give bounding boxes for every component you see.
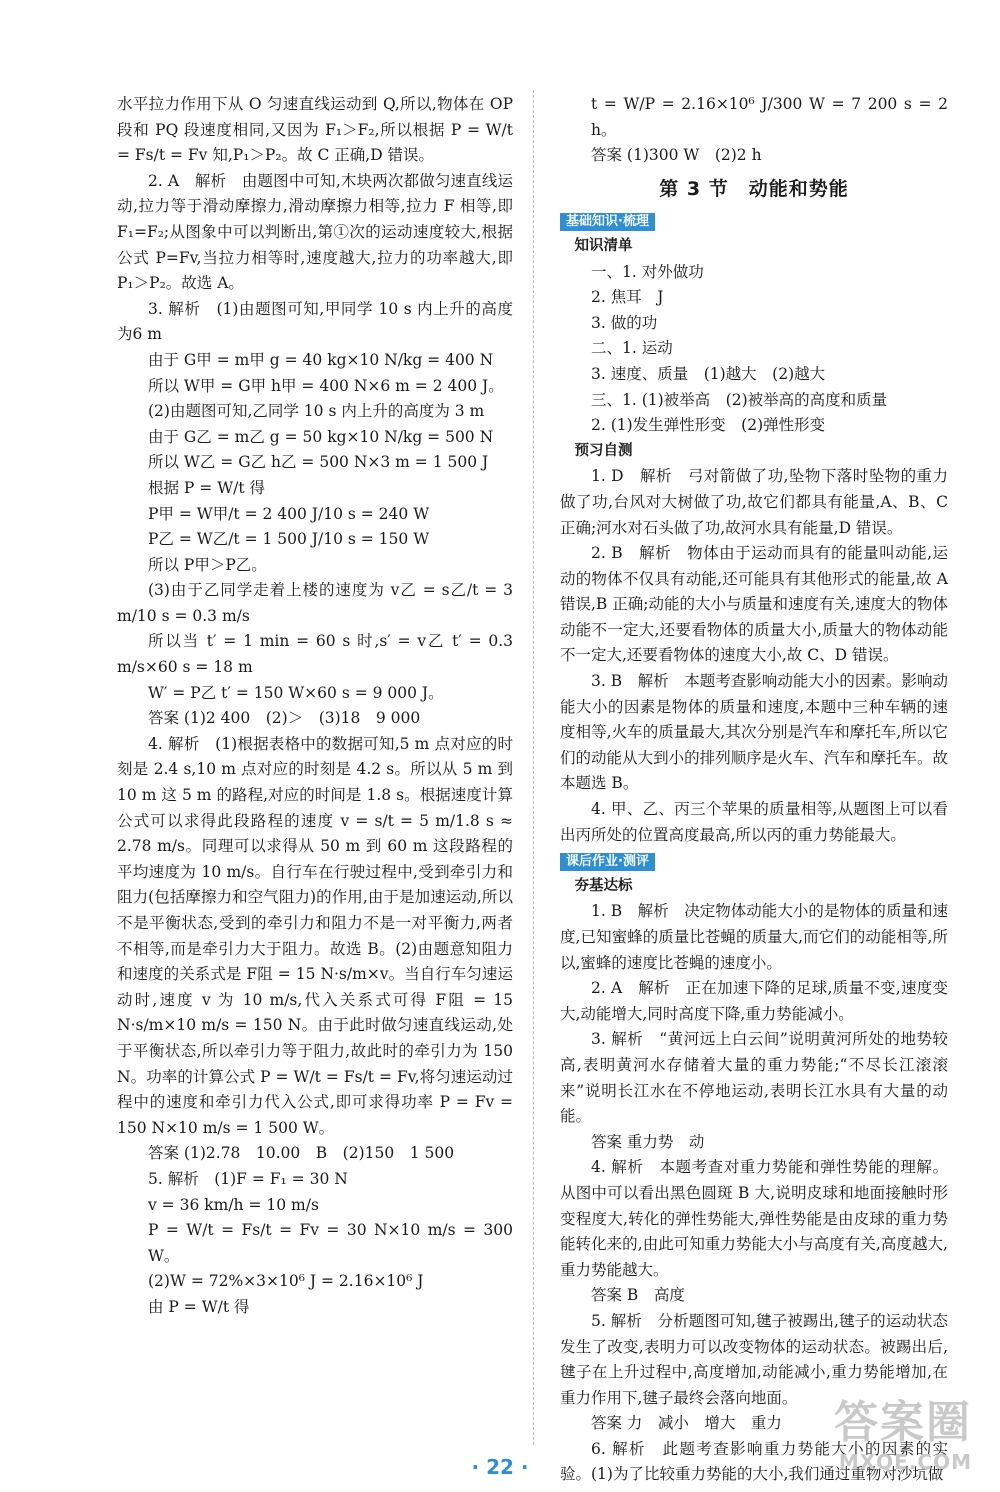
list-item: 2. 焦耳 J — [591, 288, 664, 307]
answer-paragraph: 4. 解析 本题考查对重力势能和弹性势能的理解。从图中可以看出黑色圆斑 B 大,说明皮球和地面接触时形变程度大,转化的弹性势能大,弹性势能是由皮球的重力势能转化来的,由此可知重力势能大小与高度有关,高度越大,重力势能越大。 — [560, 1158, 948, 1279]
watermark-url: MXQE.COM — [838, 1450, 972, 1474]
page-number: · 22 · — [471, 1455, 529, 1479]
answer-paragraph: 答案 重力势 动 — [591, 1132, 705, 1151]
section-title: 第 3 节 动能和势能 — [659, 177, 849, 200]
list-item: 二、1. 运动 — [591, 339, 673, 358]
answer-paragraph: 答案 力 减小 增大 重力 — [591, 1414, 782, 1433]
answer-paragraph: v = 36 km/h = 10 m/s — [148, 1195, 319, 1214]
right-column — [560, 92, 948, 1488]
answer-paragraph: 3. B 解析 本题考查影响动能大小的因素。影响动能大小的因素是物体的质量和速度,本题中三种车辆的速度相等,火车的质量最大,其次分别是汽车和摩托车,所以它们的动能从大到小的排列顺序是火车、汽车和摩托车。故本题选 B。 — [560, 672, 948, 793]
answer-paragraph: 答案 (1)2 400 (2)＞ (3)18 9 000 — [148, 709, 421, 728]
answer-paragraph: 所以 P甲＞P乙。 — [148, 555, 267, 574]
right-top-block — [560, 92, 948, 169]
list-item: 3. 速度、质量 (1)越大 (2)越大 — [591, 364, 826, 383]
answer-paragraph: 由于 G甲 = m甲 g = 40 kg×10 N/kg = 400 N — [148, 350, 494, 369]
answer-paragraph: t = W/P = 2.16×10⁶ J/300 W = 7 200 s = 2 h。 — [591, 95, 948, 139]
answer-paragraph: 2. A 解析 由题图中可知,木块两次都做匀速直线运动,拉力等于滑动摩擦力,滑动摩擦力相等,拉力 F 相等,即 F₁=F₂;从图象中可以判断出,第①次的运动速度较大,根据公式 P=Fv,当拉力相等时,速度越大,拉力的功率越大,即 P₁＞P₂。故选 A。 — [117, 171, 513, 293]
answer-paragraph: (2)W = 72%×3×10⁶ J = 2.16×10⁶ J — [148, 1272, 424, 1291]
list-item: 2. (1)发生弹性形变 (2)弹性形变 — [591, 416, 826, 435]
answer-paragraph: 答案 B 高度 — [591, 1286, 685, 1305]
answer-paragraph: 3. 解析 (1)由题图可知,甲同学 10 s 内上升的高度为6 m — [117, 299, 513, 344]
section-badge-homework: 课后作业·测评 — [560, 853, 655, 871]
list-item: 三、1. (1)被举高 (2)被举高的高度和质量 — [591, 390, 888, 409]
answer-paragraph: 所以 W乙 = G乙 h乙 = 500 N×3 m = 1 500 J — [148, 453, 489, 472]
answer-paragraph: 由于 G乙 = m乙 g = 50 kg×10 N/kg = 500 N — [148, 427, 494, 446]
answer-paragraph: 1. B 解析 决定物体动能大小的是物体的质量和速度,已知蜜蜂的质量比苍蝇的质量大,而它们的动能相等,所以,蜜蜂的速度比苍蝇的速度小。 — [560, 902, 948, 972]
answer-paragraph: 水平拉力作用下从 O 匀速直线运动到 Q,所以,物体在 OP 段和 PQ 段速度相同,又因为 F₁＞F₂,所以根据 P = W/t = Fs/t = Fv 知,P₁＞P₂。故 C 正确,D 错误。 — [117, 95, 513, 165]
answer-paragraph: 5. 解析 (1)F = F₁ = 30 N — [148, 1169, 348, 1188]
basic-knowledge-section — [560, 208, 948, 848]
answer-paragraph: 由 P = W/t 得 — [148, 1297, 250, 1316]
watermark-text: 答案圈 — [834, 1397, 972, 1448]
watermark-logo — [834, 1386, 972, 1474]
left-column — [117, 92, 513, 1321]
answer-paragraph: W′ = P乙 t′ = 150 W×60 s = 9 000 J。 — [148, 683, 444, 702]
answer-paragraph: 根据 P = W/t 得 — [148, 478, 266, 497]
answer-paragraph: 6. 解析 此题考查影响重力势能大小的因素的实验。(1)为了比较重力势能的大小,我们通过重物对沙坑做 — [560, 1439, 948, 1484]
answer-paragraph: 所以 W甲 = G甲 h甲 = 400 N×6 m = 2 400 J。 — [148, 376, 504, 395]
answer-paragraph: 2. B 解析 物体由于运动而具有的能量叫动能,运动的物体不仅具有动能,还可能具有其他形式的能量,故 A 错误,B 正确;动能的大小与质量和速度有关,速度大的物体动能不一定大,还要看物体的质量大小,质量大的物体动能不一定大,还要看物体的速度大小,故 C、D 错误。 — [560, 544, 948, 665]
answer-paragraph: P甲 = W甲/t = 2 400 J/10 s = 240 W — [148, 504, 430, 523]
column-divider — [533, 90, 534, 1445]
answer-paragraph: 1. D 解析 弓对箭做了功,坠物下落时坠物的重力做了功,台风对大树做了功,故它们都具有能量,A、B、C 正确;河水对石头做了功,故河水具有能量,D 错误。 — [560, 467, 948, 537]
list-item: 一、1. 对外做功 — [591, 262, 704, 281]
answer-paragraph: (3)由于乙同学走着上楼的速度为 v乙 = s乙/t = 3 m/10 s = 0.3 m/s — [117, 581, 513, 625]
answer-paragraph: 4. 解析 (1)根据表格中的数据可知,5 m 点对应的时刻是 2.4 s,10 m 点对应的时刻是 4.2 s。所以从 5 m 到 10 m 这 5 m 的路程,对应的时间是 1.8 s。根据速度计算公式可以求得此段路程的速度 v = s/t = 5 m/1.8 s ≈ 2.78 m/s。同理可以求得从 50 m 到 60 m 这段路程的平均速度为 10 m/s。自行车在行驶过程中,受到牵引力和阻力(包括摩擦力和空气阻力)的作用,由于是加速运动,所以不是平衡状态,受到的牵引力和阻力不是一对平衡力,两者不相等,而是牵引力大于阻力。故选 B。(2)由题意知阻力和速度的关系式是 F阻 = 15 N·s/m×v。当自行车匀速运动时,速度 v 为 10 m/s,代入关系式可得 F阻 = 15 N·s/m×10 m/s = 150 N。由于此时做匀速直线运动,处于平衡状态,所以牵引力等于阻力,故此时的牵引力为 150 N。功率的计算公式 P = W/t = Fs/t = Fv,将匀速运动过程中的速度和牵引力代入公式,即可求得功率 P = Fv = 150 N×10 m/s = 1 500 W。 — [117, 734, 513, 1137]
answer-paragraph: 5. 解析 分析题图可知,毽子被踢出,毽子的运动状态发生了改变,表明力可以改变物体的运动状态。被踢出后,毽子在上升过程中,高度增加,动能减小,重力势能增加,在重力作用下,毽子最终会落向地面。 — [560, 1311, 948, 1407]
answer-paragraph: 所以当 t′ = 1 min = 60 s 时,s′ = v乙 t′ = 0.3 m/s×60 s = 18 m — [117, 632, 513, 677]
list-item: 3. 做的功 — [591, 313, 658, 332]
answer-paragraph: 答案 (1)2.78 10.00 B (2)150 1 500 — [148, 1144, 455, 1163]
subheading-basics: 夯基达标 — [574, 877, 633, 894]
answer-paragraph: (2)由题图可知,乙同学 10 s 内上升的高度为 3 m — [148, 402, 485, 421]
answer-paragraph: 答案 (1)300 W (2)2 h — [591, 146, 762, 165]
answer-paragraph: 3. 解析 “黄河远上白云间”说明黄河所处的地势较高,表明黄河水存储着大量的重力势能;“不尽长江滚滚来”说明长江水在不停地运动,表明长江水具有大量的动能。 — [560, 1030, 948, 1126]
answer-paragraph: 4. 甲、乙、丙三个苹果的质量相等,从题图上可以看出丙所处的位置高度最高,所以丙的重力势能最大。 — [560, 800, 948, 844]
subheading-knowledge-list: 知识清单 — [574, 237, 633, 254]
answer-paragraph: P乙 = W乙/t = 1 500 J/10 s = 150 W — [148, 530, 430, 549]
section-badge-basic: 基础知识·梳理 — [560, 213, 655, 231]
subheading-preview-test: 预习自测 — [574, 442, 633, 459]
answer-paragraph: 2. A 解析 正在加速下降的足球,质量不变,速度变大,动能增大,同时高度下降,重力势能减小。 — [560, 979, 948, 1023]
answer-paragraph: P = W/t = Fs/t = Fv = 30 N×10 m/s = 300 W。 — [148, 1221, 513, 1265]
